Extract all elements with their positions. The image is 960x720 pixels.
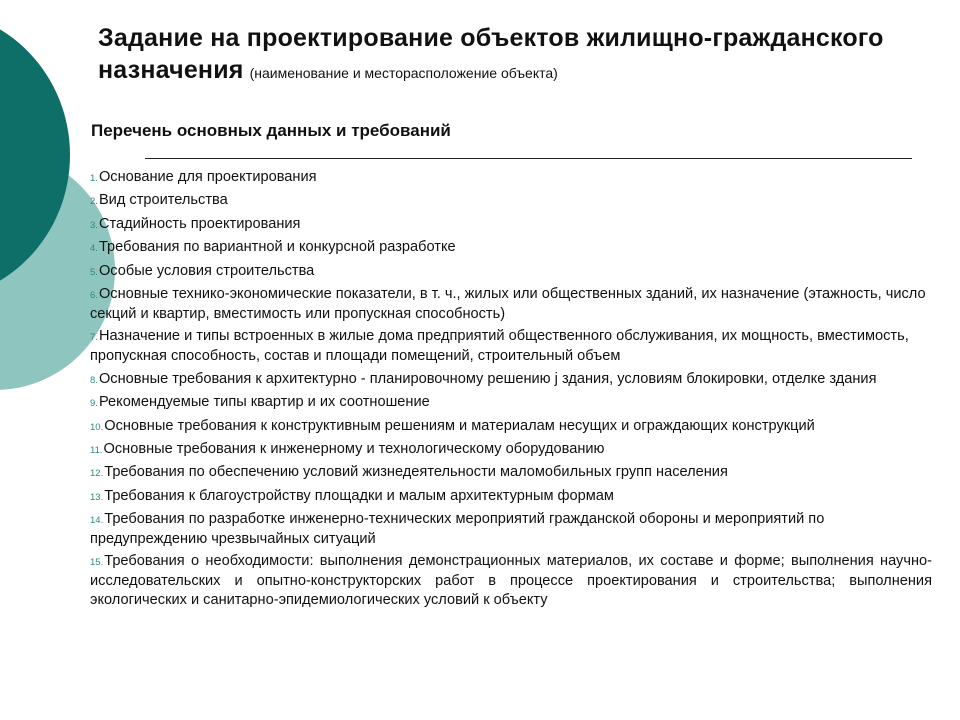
item-number: 15. — [90, 557, 104, 569]
item-text: Требования по обеспечению условий жизнедеятельности маломобильных групп населения — [104, 464, 728, 481]
item-number: 14. — [90, 515, 104, 527]
title-note: (наименование и месторасположение объекта) — [249, 65, 558, 81]
section-heading: Перечень основных данных и требований — [91, 121, 451, 140]
item-number: 5. — [90, 266, 98, 278]
item-text: Вид строительства — [98, 192, 228, 209]
list-item — [90, 370, 932, 390]
item-text: Требования по вариантной и конкурсной разработке — [98, 239, 456, 256]
item-text: Основные требования к конструктивным решениям и материалам несущих и ограждающих конструкций — [104, 417, 815, 434]
item-number: 4. — [90, 243, 98, 255]
list-item — [90, 463, 932, 483]
requirements-list — [90, 168, 932, 614]
item-text: Стадийность проектирования — [98, 215, 301, 232]
list-item — [90, 238, 932, 258]
item-text: Требования по разработке инженерно-технических мероприятий гражданской обороны и мероприятий по предупреждению чрезвычайных ситуаций — [90, 511, 825, 548]
list-item — [90, 285, 932, 324]
item-text: Требования к благоустройству площадки и малым архитектурным формам — [104, 487, 614, 504]
list-item — [90, 417, 932, 437]
item-number: 6. — [90, 289, 98, 301]
item-number: 9. — [90, 398, 98, 410]
item-number: 8. — [90, 374, 98, 386]
list-item — [90, 440, 932, 460]
item-text: Назначение и типы встроенных в жилые дома предприятий общественного обслуживания, их мощность, вместимость, пропускная способность, состав и площади помещений, строительный объем — [90, 328, 909, 365]
item-text: Основание для проектирования — [98, 169, 317, 185]
item-number: 10. — [90, 421, 104, 433]
item-number: 7. — [90, 332, 98, 344]
item-text: Рекомендуемые типы квартир и их соотношение — [98, 394, 430, 411]
list-item — [90, 552, 932, 610]
item-number: 2. — [90, 196, 98, 208]
item-text: Основные технико-экономические показатели, в т. ч., жилых или общественных зданий, их назначение (этажность, число секций и квартир, вместимость или пропускная способность) — [90, 285, 926, 322]
item-number: 12. — [90, 468, 104, 480]
item-number: 13. — [90, 491, 104, 503]
list-item — [90, 393, 932, 413]
item-text: Основные требования к архитектурно - планировочному решению j здания, условиям блокировки, отделке здания — [98, 370, 877, 387]
item-number: 11. — [90, 444, 103, 456]
item-number: 3. — [90, 219, 98, 231]
item-text: Особые условия строительства — [98, 262, 315, 279]
list-item — [90, 487, 932, 507]
list-item — [90, 510, 932, 549]
item-number: 1. — [90, 173, 98, 184]
list-item — [90, 262, 932, 282]
list-item — [90, 191, 932, 211]
fill-in-line — [145, 158, 912, 159]
item-text: Требования о необходимости: выполнения демонстрационных материалов, их составе и форме; выполнения научно-исследовательских и опытно-конструкторских работ в процессе проектирования и строительства; выполнения экологических и санитарно-эпидемиологических условий к объекту — [90, 553, 932, 609]
list-item — [90, 327, 932, 366]
page-title — [98, 22, 938, 89]
list-item — [90, 168, 932, 188]
item-text: Основные требования к инженерному и технологическому оборудованию — [103, 440, 605, 457]
title-main: Задание на проектирование объектов жилищно-гражданского назначения — [98, 24, 884, 84]
list-item — [90, 215, 932, 235]
